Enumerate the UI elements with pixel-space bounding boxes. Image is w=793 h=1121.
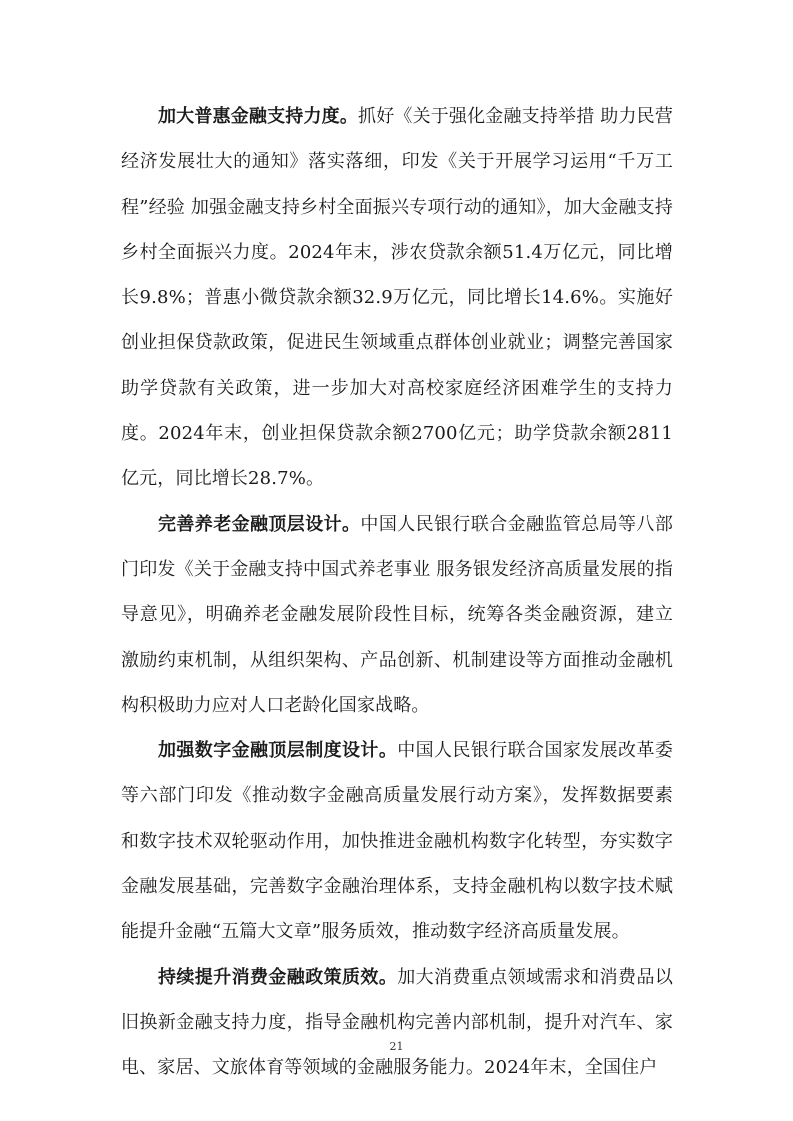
- paragraph-lead: 加强数字金融顶层制度设计。: [158, 740, 398, 762]
- paragraph-digital-finance: [121, 728, 673, 954]
- body-text: [121, 94, 673, 1091]
- paragraph-pension-finance: [121, 502, 673, 728]
- paragraph-text: 抓好《关于强化金融支持举措 助力民营经济发展壮大的通知》落实落细，印发《关于开展学习运用“千万工程”经验 加强金融支持乡村全面振兴专项行动的通知》，加大金融支持乡村全面振兴力度。2024年末，涉农贷款余额51.4万亿元，同比增长9.8%；普惠小微贷款余额32.9万亿元，同比增长14.6%。实施好创业担保贷款政策，促进民生领域重点群体创业就业；调整完善国家助学贷款有关政策，进一步加大对高校家庭经济困难学生的支持力度。2024年末，创业担保贷款余额2700亿元；助学贷款余额2811亿元，同比增长28.7%。: [121, 106, 673, 490]
- paragraph-consumer-finance: [121, 955, 673, 1091]
- paragraph-text: 加大消费重点领域需求和消费品以旧换新金融支持力度，指导金融机构完善内部机制，提升对汽车、家电、家居、文旅体育等领域的金融服务能力。2024年末，全国住户: [121, 966, 674, 1079]
- paragraph-lead: 完善养老金融顶层设计。: [158, 513, 361, 535]
- paragraph-text: 中国人民银行联合金融监管总局等八部门印发《关于金融支持中国式养老事业 服务银发经济高质量发展的指导意见》，明确养老金融发展阶段性目标，统筹各类金融资源，建立激励约束机制，从组织架构、产品创新、机制建设等方面推动金融机构积极助力应对人口老龄化国家战略。: [121, 513, 673, 716]
- paragraph-lead: 持续提升消费金融政策质效。: [158, 966, 398, 988]
- paragraph-inclusive-finance: [121, 94, 673, 502]
- page-number: 21: [389, 1040, 404, 1053]
- paragraph-text: 中国人民银行联合国家发展改革委等六部门印发《推动数字金融高质量发展行动方案》，发挥数据要素和数字技术双轮驱动作用，加快推进金融机构数字化转型，夯实数字金融发展基础，完善数字金融治理体系，支持金融机构以数字技术赋能提升金融“五篇大文章”服务质效，推动数字经济高质量发展。: [121, 740, 674, 943]
- paragraph-lead: 加大普惠金融支持力度。: [158, 106, 359, 127]
